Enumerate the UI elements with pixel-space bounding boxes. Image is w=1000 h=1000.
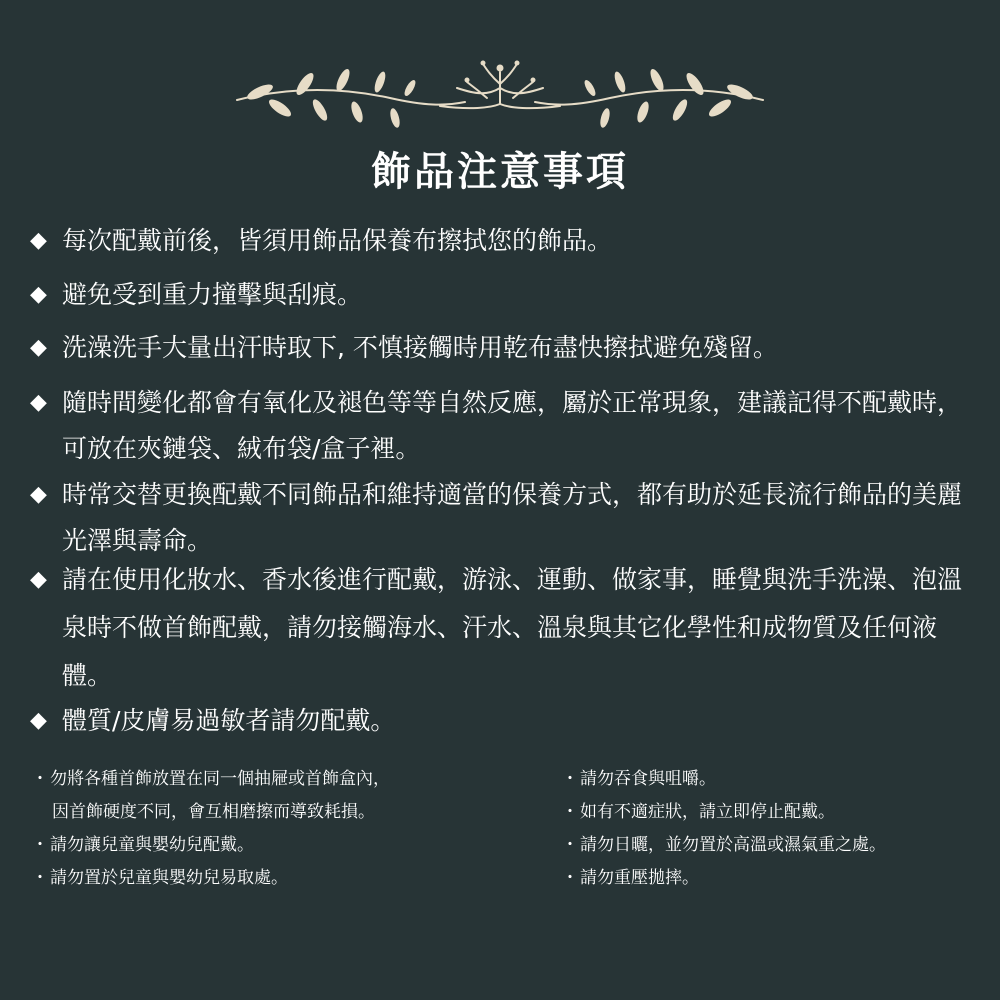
rule-item	[30, 472, 970, 564]
diamond-bullet-icon: ◆	[30, 482, 47, 507]
diamond-bullet-icon: ◆	[30, 228, 47, 253]
rule-text: 每次配戴前後，皆須用飾品保養布擦拭您的飾品。	[62, 226, 613, 255]
dot-bullet-icon: ・	[31, 769, 49, 789]
note-text: 請勿置於兒童與嬰幼兒易取處。	[50, 868, 288, 888]
diamond-bullet-icon: ◆	[30, 335, 47, 360]
note-text: 請勿讓兒童與嬰幼兒配戴。	[50, 835, 254, 855]
diamond-bullet-icon: ◆	[30, 567, 47, 592]
rule-text: 請在使用化妝水、香水後進行配戴，游泳、運動、做家事，睡覺與洗手洗澡、泡溫泉時不做首飾配戴，請勿接觸海水、汗水、溫泉與其它化學性和成物質及任何液體。	[62, 565, 963, 690]
note-item	[560, 829, 886, 862]
dot-bullet-icon: ・	[561, 802, 579, 822]
rule-item	[30, 698, 970, 744]
rule-item	[30, 556, 970, 700]
note-text: 因首飾硬度不同，會互相磨擦而導致耗損。	[52, 802, 375, 822]
note-item	[30, 796, 390, 829]
dot-bullet-icon: ・	[561, 835, 579, 855]
rule-text: 體質/皮膚易過敏者請勿配戴。	[62, 706, 396, 735]
notes-right-column	[560, 763, 886, 895]
rule-text: 避免受到重力撞擊與刮痕。	[62, 280, 363, 309]
note-item	[560, 862, 886, 895]
note-text: 請勿日曬，並勿置於高溫或濕氣重之處。	[580, 835, 886, 855]
rule-text: 時常交替更換配戴不同飾品和維持適當的保養方式，都有助於延長流行飾品的美麗光澤與壽命。	[62, 480, 963, 555]
rule-text: 隨時間變化都會有氧化及褪色等等自然反應，屬於正常現象，建議記得不配戴時，可放在夾鏈袋、絨布袋/盒子裡。	[62, 388, 963, 463]
diamond-bullet-icon: ◆	[30, 708, 47, 733]
note-item	[30, 862, 390, 895]
rule-text: 洗澡洗手大量出汗時取下, 不慎接觸時用乾布盡快擦拭避免殘留。	[62, 333, 778, 362]
note-item	[560, 763, 886, 796]
dot-bullet-icon: ・	[561, 868, 579, 888]
diamond-bullet-icon: ◆	[30, 390, 47, 415]
note-item	[30, 763, 390, 796]
note-item	[560, 796, 886, 829]
dot-bullet-icon: ・	[31, 835, 49, 855]
note-item	[30, 829, 390, 862]
note-text: 勿將各種首飾放置在同一個抽屜或首飾盒內，	[50, 769, 390, 789]
diamond-bullet-icon: ◆	[30, 282, 47, 307]
rule-item	[30, 218, 970, 264]
dot-bullet-icon: ・	[561, 769, 579, 789]
note-text: 請勿重壓拋摔。	[580, 868, 699, 888]
dot-bullet-icon: ・	[31, 868, 49, 888]
page-title: 飾品注意事項	[371, 149, 629, 195]
notes-left-column	[30, 763, 390, 895]
note-text: 請勿吞食與咀嚼。	[580, 769, 716, 789]
rule-item	[30, 325, 970, 371]
note-text: 如有不適症狀，請立即停止配戴。	[580, 802, 835, 822]
rule-item	[30, 380, 970, 472]
rule-item	[30, 272, 970, 318]
